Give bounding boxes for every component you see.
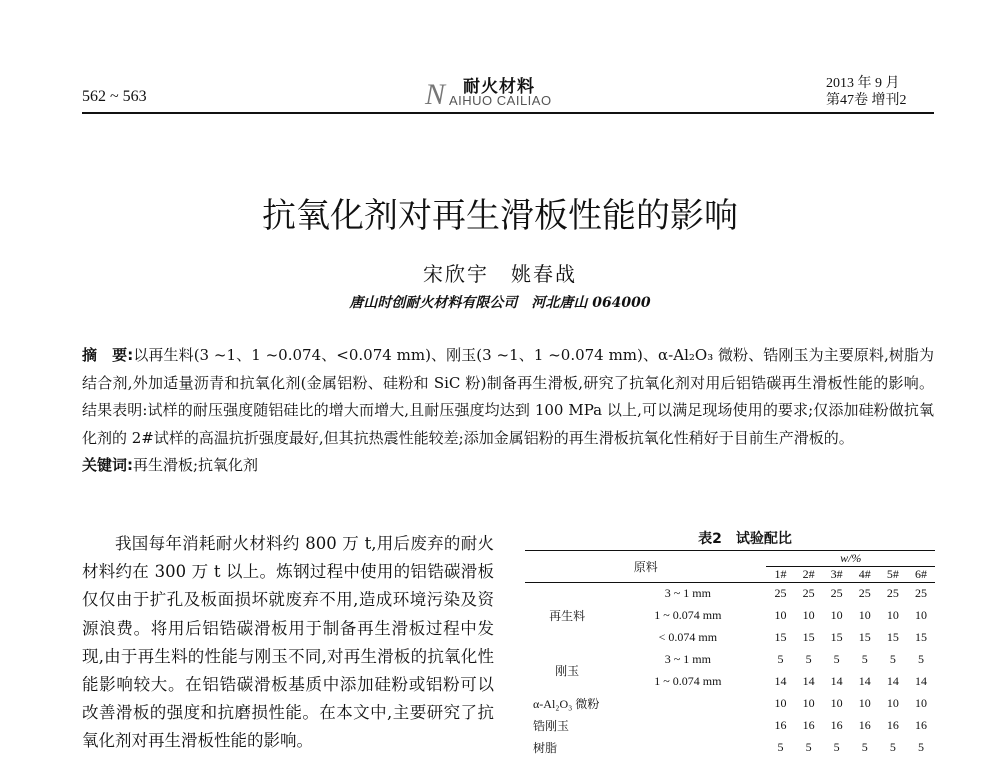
row-material: 树脂	[533, 741, 558, 755]
cell-value: 5	[861, 740, 868, 754]
cell-value: 10	[858, 608, 871, 622]
sample-header: 6#	[914, 567, 927, 581]
page-range: 562 ~ 563	[82, 88, 147, 105]
keywords-label: 关键词:	[82, 456, 133, 474]
journal-logo	[425, 72, 585, 112]
abstract-label: 摘 要:	[82, 346, 134, 364]
cell-value: 25	[830, 586, 843, 601]
cell-value: 10	[914, 608, 927, 622]
cell-value: 10	[802, 696, 815, 710]
authors: 宋欣宇 姚春战	[423, 262, 577, 286]
cell-value: 15	[802, 630, 815, 644]
cell-value: 10	[886, 696, 899, 710]
mix-table	[525, 550, 935, 759]
row-size: 1 ~ 0.074 mm	[654, 674, 722, 688]
cell-value: 15	[886, 630, 899, 644]
sample-header: 5#	[886, 567, 899, 581]
cell-value: 10	[886, 608, 899, 622]
cell-value: 25	[802, 586, 815, 601]
sample-header: 1#	[774, 567, 787, 581]
cell-value: 16	[914, 718, 927, 732]
table-row	[525, 737, 935, 759]
abstract-text: 以再生料(3 ~1、1 ~0.074、<0.074 mm)、刚玉(3 ~1、1 ~0.074 mm)、α-Al₂O₃ 微粉、锆刚玉为主要原料,树脂为结合剂,外加适量沥青和抗氧化剂(金属铝粉、硅粉和 SiC 粉)制备再生滑板,研究了抗氧化剂对用后铝锆碳再生滑板性能的影响。结果表明:试样的耐压强度随铝硅比的增大而增大,且耐压强度均达到 100 MPa 以上,可以满足现场使用的要求;仅添加硅粉做抗氧化剂的 2#试样的高温抗折强度最好,但其抗热震性能较差;添加金属铝粉的再生滑板抗氧化性稍好于目前生产滑板的。	[82, 346, 935, 447]
journal-name-en: AIHUO CAILIAO	[449, 93, 552, 108]
affiliation: 唐山时创耐火材料有限公司 河北唐山 064000	[349, 295, 651, 311]
cell-value: 25	[858, 586, 871, 601]
row-group: 刚玉	[555, 664, 580, 678]
cell-value: 16	[858, 718, 871, 732]
cell-value: 5	[889, 652, 896, 666]
table-row	[525, 583, 935, 605]
cell-value: 14	[914, 674, 927, 688]
cell-value: 16	[830, 718, 843, 732]
cell-value: 10	[914, 696, 927, 710]
cell-value: 10	[774, 696, 787, 710]
cell-value: 25	[914, 586, 927, 601]
cell-value: 16	[886, 718, 899, 732]
header-rule	[82, 112, 934, 114]
cell-value: 5	[805, 652, 812, 666]
cell-value: 5	[861, 652, 868, 666]
cell-value: 10	[830, 696, 843, 710]
cell-value: 15	[774, 630, 787, 644]
sample-header: 3#	[830, 567, 843, 581]
cell-value: 5	[777, 652, 784, 666]
row-size: 3 ~ 1 mm	[664, 652, 711, 666]
cell-value: 14	[830, 674, 843, 688]
cell-value: 16	[802, 718, 815, 732]
row-size: < 0.074 mm	[658, 630, 718, 644]
issue-volume: 第47卷 增刊2	[826, 93, 907, 108]
cell-value: 10	[858, 696, 871, 710]
cell-value: 10	[802, 608, 815, 622]
issue-date: 2013 年 9 月	[826, 76, 900, 91]
keywords-text: 再生滑板;抗氧化剂	[133, 456, 259, 474]
table-row	[525, 649, 935, 671]
cell-value: 5	[833, 740, 840, 754]
cell-value: 14	[802, 674, 815, 688]
cell-value: 25	[774, 586, 787, 601]
cell-value: 25	[886, 586, 899, 601]
row-material: α-Al₂O₃ 微粉	[533, 697, 600, 711]
row-size: 1 ~ 0.074 mm	[654, 608, 722, 622]
paper-title: 抗氧化剂对再生滑板性能的影响	[262, 196, 738, 236]
cell-value: 5	[805, 740, 812, 754]
body-paragraph: 我国每年消耗耐火材料约 800 万 t,用后废弃的耐火材料约在 300 万 t 以上。炼钢过程中使用的铝锆碳滑板仅仅由于扩孔及板面损坏就废弃不用,造成环境污染及资源浪费。将用后铝锆碳滑板用于制备再生滑板过程中发现,由于再生料的性能与刚玉不同,对再生滑板的抗氧化性能影响较大。在铝锆碳滑板基质中添加硅粉或铝粉可以改善滑板的强度和抗磨损性能。在本文中,主要研究了抗氧化剂对再生滑板性能的影响。	[82, 534, 494, 751]
table-caption: 表2 试验配比	[698, 531, 792, 547]
row-group: 再生料	[549, 609, 586, 624]
cell-value: 15	[914, 630, 927, 644]
issue-info	[826, 75, 907, 109]
unit-header: w/%	[766, 551, 935, 567]
cell-value: 5	[777, 740, 784, 754]
table-row	[525, 693, 935, 715]
cell-value: 15	[858, 630, 871, 644]
cell-value: 16	[774, 718, 787, 732]
table-2	[525, 528, 935, 759]
cell-value: 5	[917, 740, 924, 754]
cell-value: 5	[917, 652, 924, 666]
sample-header: 2#	[802, 567, 815, 581]
sample-header: 4#	[858, 567, 871, 581]
col-header-material: 原料	[525, 551, 766, 583]
cell-value: 5	[889, 740, 896, 754]
keywords	[82, 452, 934, 480]
logo-initial: N	[425, 78, 446, 111]
cell-value: 10	[830, 608, 843, 622]
row-size: 3 ~ 1 mm	[664, 586, 711, 601]
cell-value: 14	[886, 674, 899, 688]
cell-value: 14	[858, 674, 871, 688]
cell-value: 5	[833, 652, 840, 666]
table-row	[525, 715, 935, 737]
abstract	[82, 342, 934, 480]
cell-value: 14	[774, 674, 787, 688]
cell-value: 15	[830, 630, 843, 644]
cell-value: 10	[774, 608, 787, 622]
row-material: 锆刚玉	[533, 719, 570, 733]
journal-name-cn: 耐火材料	[463, 77, 535, 97]
